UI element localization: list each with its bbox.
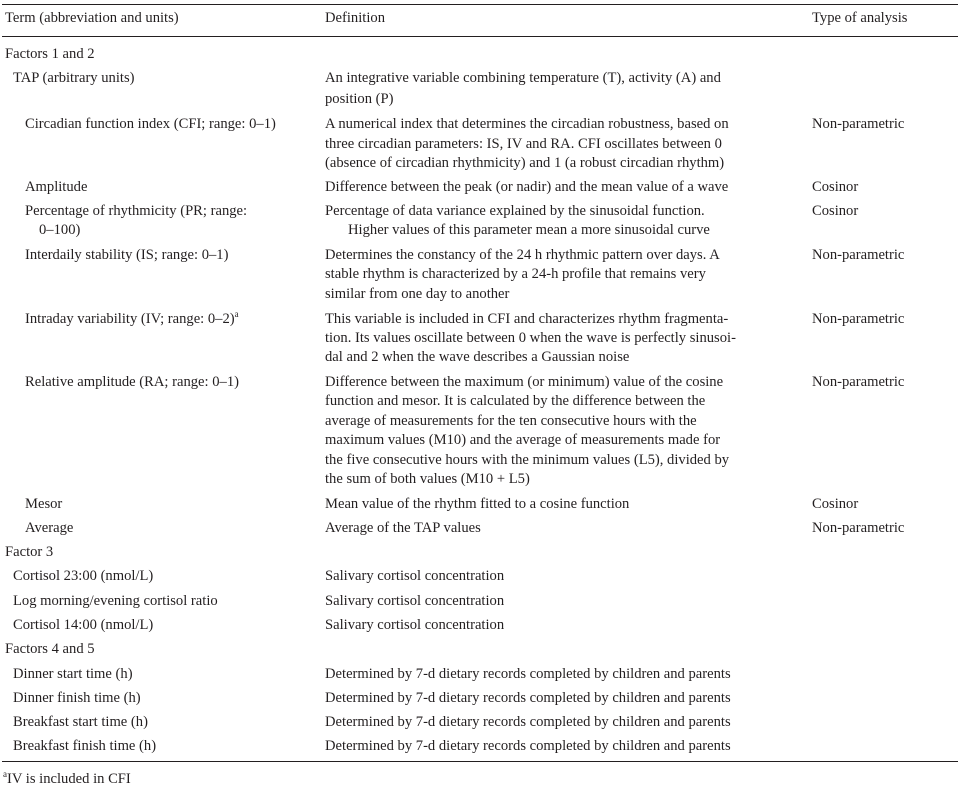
term-cell-continuation: 0–100) [39, 222, 81, 238]
header-definition: Definition [325, 10, 385, 26]
definition-line: dal and 2 when the wave describes a Gaussian noise [325, 349, 630, 365]
definition-line: (absence of circadian rhythmicity) and 1 (a robust circadian rhythm) [325, 155, 725, 171]
term-cell: Dinner finish time (h) [13, 690, 141, 706]
analysis-cell: Non-parametric [812, 247, 905, 263]
analysis-cell: Cosinor [812, 496, 859, 512]
term-cell: Breakfast finish time (h) [13, 738, 157, 754]
definition-line: the five consecutive hours with the minimum values (L5), divided by [325, 452, 730, 468]
definition-line: Higher values of this parameter mean a more sinusoidal curve [348, 222, 710, 238]
definition-line: Determines the constancy of the 24 h rhythmic pattern over days. A [325, 247, 720, 263]
term-cell: Interdaily stability (IS; range: 0–1) [25, 247, 229, 263]
term-cell: Mesor [25, 496, 63, 512]
term-cell: Percentage of rhythmicity (PR; range: [25, 203, 248, 219]
term-cell: Log morning/evening cortisol ratio [13, 593, 218, 609]
definition-line: Salivary cortisol concentration [325, 568, 505, 584]
analysis-cell: Non-parametric [812, 311, 905, 327]
header-term: Term (abbreviation and units) [5, 10, 179, 26]
term-cell: Cortisol 23:00 (nmol/L) [13, 568, 154, 584]
footnote-ref: a [234, 309, 239, 319]
definition-line: Percentage of data variance explained by the sinusoidal function. [325, 203, 705, 219]
term-cell: Average [25, 520, 74, 536]
definition-line: Determined by 7-d dietary records completed by children and parents [325, 666, 731, 682]
group-heading: Factors 1 and 2 [5, 46, 95, 62]
table-footnote [3, 769, 131, 789]
analysis-cell: Non-parametric [812, 520, 905, 536]
definition-line: the sum of both values (M10 + L5) [325, 471, 530, 487]
term-text: Intraday variability (IV; range: 0–2) [25, 311, 235, 327]
definition-line: Salivary cortisol concentration [325, 617, 505, 633]
term-cell: Dinner start time (h) [13, 666, 133, 682]
term-cell: TAP (arbitrary units) [13, 70, 135, 86]
definition-line: average of measurements for the ten consecutive hours with the [325, 413, 697, 429]
definition-line: maximum values (M10) and the average of measurements made for [325, 432, 721, 448]
definition-line: Determined by 7-d dietary records completed by children and parents [325, 714, 731, 730]
definition-line: Salivary cortisol concentration [325, 593, 505, 609]
definition-line: Determined by 7-d dietary records completed by children and parents [325, 738, 731, 754]
definition-line: An integrative variable combining temperature (T), activity (A) and [325, 70, 721, 86]
definition-line: Difference between the maximum (or minimum) value of the cosine [325, 374, 724, 390]
definition-line: function and mesor. It is calculated by the difference between the [325, 393, 706, 409]
term-cell: Cortisol 14:00 (nmol/L) [13, 617, 154, 633]
definition-line: similar from one day to another [325, 286, 510, 302]
analysis-cell: Cosinor [812, 203, 859, 219]
definition-line: This variable is included in CFI and characterizes rhythm fragmenta- [325, 311, 729, 327]
table-top-rule [2, 4, 958, 5]
table-header-rule [2, 36, 958, 37]
term-cell: Circadian function index (CFI; range: 0–1) [25, 116, 276, 132]
header-analysis: Type of analysis [812, 10, 908, 26]
group-heading: Factor 3 [5, 544, 54, 560]
analysis-cell: Non-parametric [812, 116, 905, 132]
definition-line: A numerical index that determines the circadian robustness, based on [325, 116, 729, 132]
term-cell: Amplitude [25, 179, 88, 195]
footnote-mark: a [3, 769, 7, 779]
table-bottom-rule [2, 761, 958, 762]
group-heading: Factors 4 and 5 [5, 641, 95, 657]
term-cell: Breakfast start time (h) [13, 714, 148, 730]
definition-line: Average of the TAP values [325, 520, 481, 536]
term-cell [25, 309, 239, 329]
definition-line: Difference between the peak (or nadir) and the mean value of a wave [325, 179, 729, 195]
definition-line: position (P) [325, 91, 394, 107]
footnote-text: IV is included in CFI [7, 771, 131, 787]
analysis-cell: Non-parametric [812, 374, 905, 390]
definition-line: Determined by 7-d dietary records completed by children and parents [325, 690, 731, 706]
definition-line: tion. Its values oscillate between 0 when the wave is perfectly sinusoi- [325, 330, 736, 346]
definition-line: Mean value of the rhythm fitted to a cosine function [325, 496, 630, 512]
definition-line: three circadian parameters: IS, IV and RA. CFI oscillates between 0 [325, 136, 722, 152]
analysis-cell: Cosinor [812, 179, 859, 195]
term-cell: Relative amplitude (RA; range: 0–1) [25, 374, 239, 390]
definition-line: stable rhythm is characterized by a 24-h profile that remains very [325, 266, 706, 282]
